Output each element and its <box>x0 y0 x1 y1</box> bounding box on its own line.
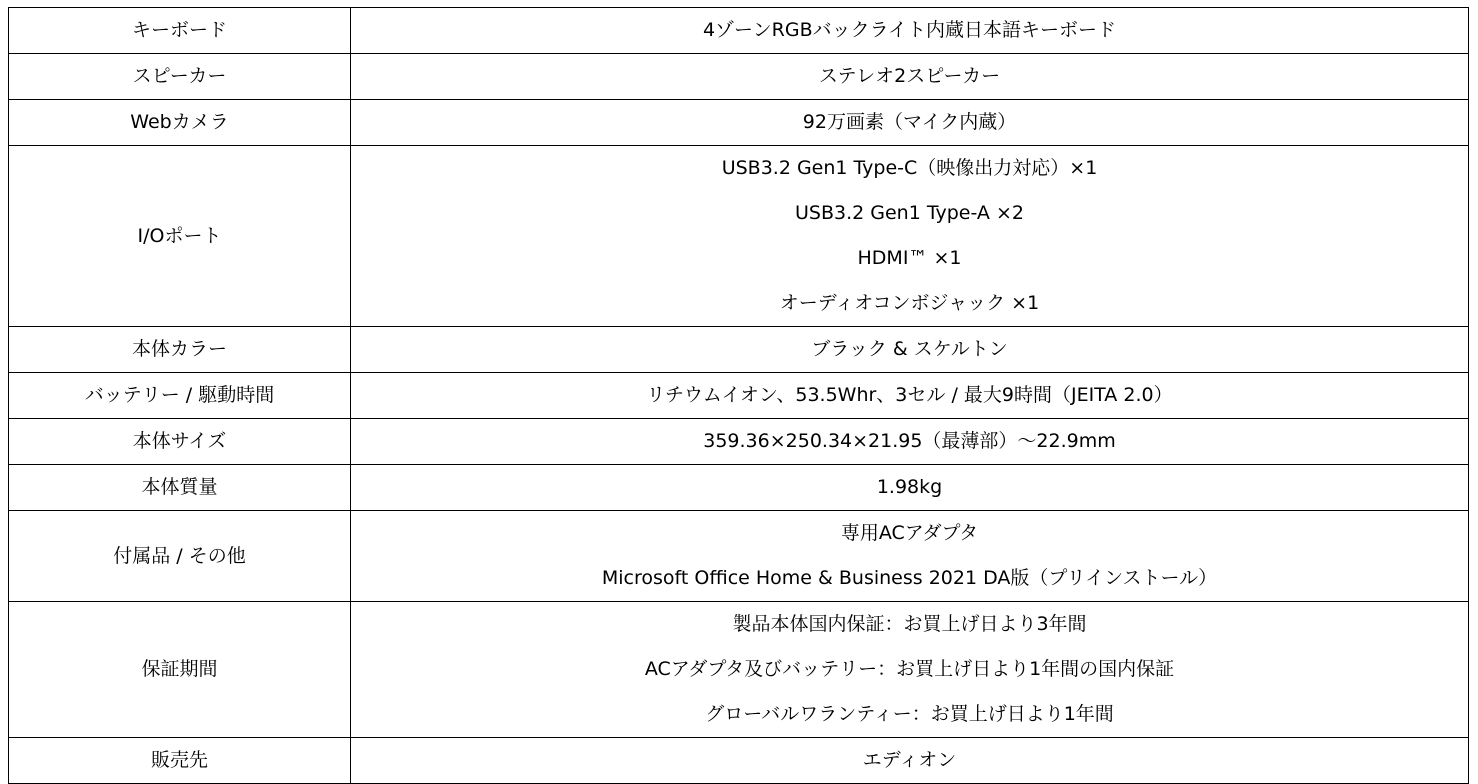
spec-row <box>9 602 1469 738</box>
spec-row <box>9 419 1469 465</box>
spec-label: スピーカー <box>9 54 351 100</box>
spec-label: バッテリー / 駆動時間 <box>9 373 351 419</box>
spec-value: リチウムイオン、53.5Whr、3セル / 最大9時間（JEITA 2.0） <box>646 384 1173 406</box>
spec-row <box>9 373 1469 419</box>
spec-value: 359.36×250.34×21.95（最薄部）～22.9mm <box>703 430 1116 452</box>
spec-value-cell <box>351 54 1469 100</box>
spec-row <box>9 511 1469 602</box>
spec-value: Microsoft Office Home & Business 2021 DA版（プリインストール） <box>601 567 1218 589</box>
spec-value: オーディオコンボジャック ×1 <box>779 292 1040 314</box>
spec-table <box>8 7 1469 784</box>
spec-label: 販売先 <box>9 738 351 784</box>
spec-value: 4ゾーンRGBバックライト内蔵日本語キーボード <box>702 19 1117 41</box>
spec-value: 92万画素（マイク内蔵） <box>802 111 1017 133</box>
spec-value-cell <box>351 602 1469 738</box>
spec-label: Webカメラ <box>9 100 351 146</box>
spec-value: エディオン <box>862 749 957 771</box>
spec-row <box>9 465 1469 511</box>
spec-label: 本体カラー <box>9 327 351 373</box>
spec-value: ステレオ2スピーカー <box>818 65 1001 87</box>
spec-value-cell <box>351 327 1469 373</box>
spec-value: グローバルワランティー：お買上げ日より1年間 <box>705 703 1114 725</box>
spec-label: 保証期間 <box>9 602 351 738</box>
spec-value-cell <box>351 511 1469 602</box>
spec-row <box>9 738 1469 784</box>
spec-value-cell <box>351 146 1469 327</box>
spec-value: USB3.2 Gen1 Type-C（映像出力対応）×1 <box>721 157 1098 179</box>
spec-row <box>9 146 1469 327</box>
spec-value: HDMI™ ×1 <box>857 247 962 269</box>
spec-value-cell <box>351 100 1469 146</box>
spec-value: ブラック & スケルトン <box>811 338 1008 360</box>
spec-row <box>9 100 1469 146</box>
spec-value-cell <box>351 738 1469 784</box>
spec-value-cell <box>351 8 1469 54</box>
spec-value-cell <box>351 419 1469 465</box>
spec-table-body <box>9 8 1469 784</box>
spec-value: 1.98kg <box>876 476 943 498</box>
spec-label: キーボード <box>9 8 351 54</box>
spec-value-cell <box>351 373 1469 419</box>
spec-value: USB3.2 Gen1 Type-A ×2 <box>795 202 1024 224</box>
spec-label: I/Oポート <box>9 146 351 327</box>
spec-row <box>9 54 1469 100</box>
spec-value: 製品本体国内保証：お買上げ日より3年間 <box>732 613 1087 635</box>
spec-label: 本体質量 <box>9 465 351 511</box>
spec-row <box>9 327 1469 373</box>
spec-label: 本体サイズ <box>9 419 351 465</box>
spec-value: 専用ACアダプタ <box>840 522 979 544</box>
spec-value: ACアダプタ及びバッテリー：お買上げ日より1年間の国内保証 <box>644 658 1175 680</box>
spec-label: 付属品 / その他 <box>9 511 351 602</box>
spec-row <box>9 8 1469 54</box>
spec-value-cell <box>351 465 1469 511</box>
